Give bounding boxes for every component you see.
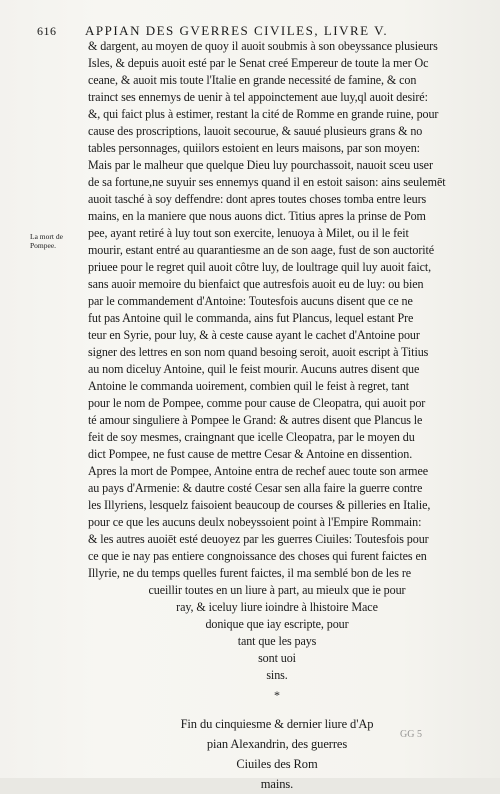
text-line: &, qui faict plus à estimer, restant la cité de Romme en grande ruine, pour bbox=[88, 107, 439, 121]
margin-note: La mort de Pompee. bbox=[30, 232, 63, 250]
text-line: Mais par le malheur que quelque Dieu luy pourchassoit, nauoit sceu user bbox=[88, 158, 433, 172]
colophon-line: pian Alexandrin, des guerres bbox=[206, 737, 348, 751]
tail-line: sont uoi bbox=[258, 651, 296, 665]
text-line: par le commandement d'Antoine: Toutesfois aucuns disent que ce ne bbox=[88, 294, 413, 308]
text-line: Apres la mort de Pompee, Antoine entra de rechef auec toute son armee bbox=[88, 464, 428, 478]
body-text bbox=[88, 38, 466, 794]
text-line: Antoine le commanda uoirement, combien quil le feist à regret, tant bbox=[88, 379, 410, 393]
text-line: ce que ie nay pas entiere congnoissance des choses qui furent faictes en bbox=[88, 549, 427, 563]
page-number: 616 bbox=[37, 24, 57, 38]
text-line: de sa fortune,ne suyuir ses ennemys quand il en estoit saison: ains seulemēt bbox=[88, 175, 446, 189]
text-line: Illyrie, ne du temps quelles furent faictes, il ma semblé bon de les re bbox=[88, 566, 412, 580]
text-line: dict Pompee, ne fust cause de mettre Cesar & Antoine en dissention. bbox=[88, 447, 413, 461]
text-line: ceane, & auoit mis toute l'Italie en grande necessité de famine, & con bbox=[88, 73, 417, 87]
running-title: APPIAN DES GVERRES CIVILES, LIVRE V. bbox=[85, 23, 389, 38]
text-line: au nom diceluy Antoine, quil le feist mourir. Aucuns autres disent que bbox=[88, 362, 420, 376]
text-line: fut pas Antoine quil le commanda, ains fut Plancus, lequel estant Pre bbox=[88, 311, 414, 325]
tail-line: ray, & iceluy liure ioindre à lhistoire Mace bbox=[176, 600, 378, 614]
colophon bbox=[88, 714, 466, 794]
text-line: Isles, & depuis auoit esté par le Senat creé Empereur de toute la mer Oc bbox=[88, 56, 429, 70]
text-line: auoit tasché à soy deffendre: dont apres toutes choses tomba entre leurs bbox=[88, 192, 427, 206]
text-line: sans auoir memoire du bienfaict que autresfois auoit eu de luy: ou bien bbox=[88, 277, 424, 291]
ornament-asterisk: * bbox=[274, 688, 280, 702]
text-line: priuee pour le regret quil auoit côtre luy, de loultrage quil luy auoit faict, bbox=[88, 260, 432, 274]
text-line: cause des proscriptions, lauoit secourue, & sauué plusieurs grans & no bbox=[88, 124, 423, 138]
tail-line: tant que les pays bbox=[237, 634, 317, 648]
text-line: les Illyriens, lesquelz faisoient beaucoup de courses & pilleries en Italie, bbox=[88, 498, 431, 512]
text-line: trainct ses ennemys de uenir à tel appoinctement aue luy,ql auoit desiré: bbox=[88, 90, 428, 104]
text-line: & les autres auoiēt esté deuoyez par les guerres Ciuiles: Toutesfois pour bbox=[88, 532, 429, 546]
text-line: teur en Syrie, pour luy, & à ceste cause ayant le cachet d'Antoine pour bbox=[88, 328, 420, 342]
tail-line: cueillir toutes en un liure à part, au mieulx que ie pour bbox=[148, 583, 406, 597]
text-line: mourir, estant entré au quarantiesme an de son aage, fust de son auctorité bbox=[88, 243, 435, 257]
tail-line: sins. bbox=[266, 668, 288, 682]
text-line: pee, ayant retiré à luy tout son exercite, lenuoya à Milet, ou il le feit bbox=[88, 226, 409, 240]
text-line: mains, en la maniere que nous auons dict. Titius apres la prinse de Pom bbox=[88, 209, 426, 223]
text-line: tables personnages, quiilors estoient en leurs maisons, par son moyen: bbox=[88, 141, 420, 155]
tail-line: donique que iay escripte, pour bbox=[205, 617, 349, 631]
signature-mark: GG 5 bbox=[400, 729, 422, 740]
text-line: signer des lettres en son nom quand besoing seroit, auoit escript à Titius bbox=[88, 345, 429, 359]
colophon-line: Ciuiles des Rom bbox=[236, 757, 318, 771]
colophon-line: mains. bbox=[260, 777, 294, 791]
text-line: au pays d'Armenie: & dautre costé Cesar sen alla faire la guerre contre bbox=[88, 481, 423, 495]
text-line: pour ce que les aucuns deulx nobeyssoient point à l'Empire Rommain: bbox=[88, 515, 422, 529]
text-line: & dargent, au moyen de quoy il auoit soubmis à son obeyssance plusieurs bbox=[88, 39, 438, 53]
text-line: feit de soy mesmes, craingnant que icelle Cleopatra, par le moyen du bbox=[88, 430, 415, 444]
text-line: pour le nom de Pompee, comme pour cause de Cleopatra, qui auoit por bbox=[88, 396, 426, 410]
text-line: té amour singuliere à Pompee le Grand: & autres disent que Plancus le bbox=[88, 413, 423, 427]
colophon-line: Fin du cinquiesme & dernier liure d'Ap bbox=[180, 717, 374, 731]
